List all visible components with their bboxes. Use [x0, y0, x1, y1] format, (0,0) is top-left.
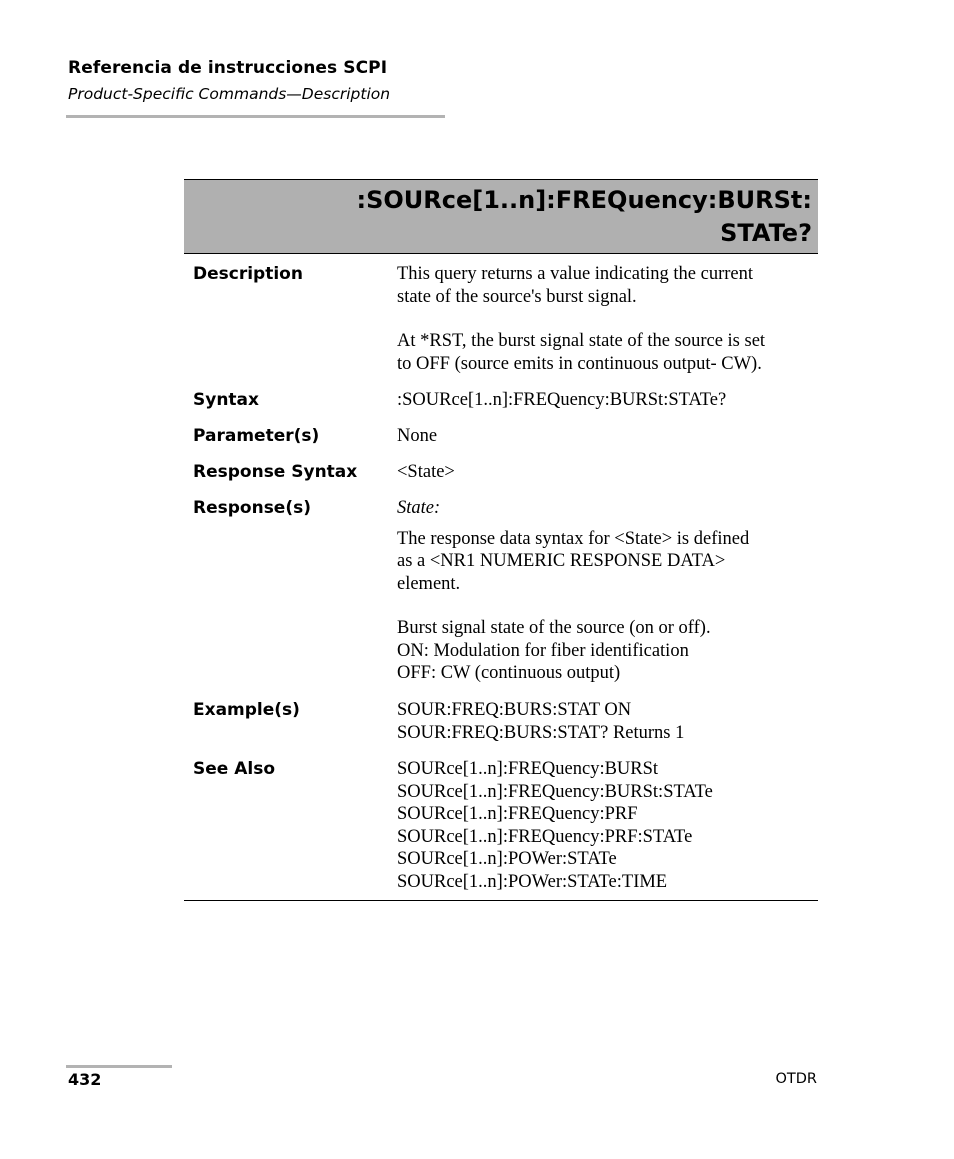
label-examples: Example(s): [193, 700, 300, 720]
description-line: At *RST, the burst signal state of the source is set: [397, 331, 766, 351]
label-parameters: Parameter(s): [193, 426, 320, 446]
running-header-subtitle: Product-Specific Commands—Description: [68, 85, 391, 103]
description-line: state of the source's burst signal.: [397, 286, 637, 307]
response-line: ON: Modulation for fiber identification: [397, 640, 689, 661]
table-bottom-rule: [184, 900, 818, 901]
example-line: SOUR:FREQ:BURS:STAT? Returns 1: [397, 722, 685, 743]
page-number: 432: [68, 1070, 102, 1089]
value-response-syntax: <State>: [397, 462, 455, 482]
see-also-item: SOURce[1..n]:FREQuency:BURSt: [397, 759, 659, 779]
see-also-item: SOURce[1..n]:POWer:STATe:TIME: [397, 871, 668, 892]
label-see-also: See Also: [193, 759, 276, 779]
command-title-line2: STATe?: [720, 219, 812, 247]
running-header: [68, 58, 390, 103]
example-line: SOUR:FREQ:BURS:STAT ON: [397, 700, 632, 720]
header-rule: [66, 115, 445, 118]
see-also-item: SOURce[1..n]:FREQuency:BURSt:STATe: [397, 781, 713, 802]
description-line: to OFF (source emits in continuous output- CW).: [397, 353, 762, 374]
response-line: as a <NR1 NUMERIC RESPONSE DATA>: [397, 551, 726, 571]
description-line: This query returns a value indicating the current: [397, 264, 753, 284]
running-header-title: Referencia de instrucciones SCPI: [68, 58, 388, 78]
value-see-also: [397, 758, 818, 893]
see-also-item: SOURce[1..n]:FREQuency:PRF: [397, 804, 638, 824]
footer-rule: [66, 1065, 172, 1068]
response-line: The response data syntax for <State> is defined: [397, 528, 750, 549]
value-examples: [397, 699, 818, 744]
see-also-item: SOURce[1..n]:POWer:STATe: [397, 849, 617, 869]
value-responses: [397, 497, 818, 685]
command-title-bar: [184, 179, 818, 254]
command-title-line1: :SOURce[1..n]:FREQuency:BURSt:: [356, 186, 812, 214]
see-also-item: SOURce[1..n]:FREQuency:PRF:STATe: [397, 826, 693, 847]
response-line: Burst signal state of the source (on or off).: [397, 618, 711, 638]
value-description: [397, 263, 818, 375]
response-line: element.: [397, 573, 461, 594]
label-response-syntax: Response Syntax: [193, 462, 358, 482]
command-table: [184, 179, 818, 892]
response-line: OFF: CW (continuous output): [397, 663, 621, 683]
response-name: State:: [397, 498, 441, 518]
label-description: Description: [193, 264, 303, 284]
label-responses: Response(s): [193, 498, 311, 518]
label-syntax: Syntax: [193, 390, 259, 410]
value-syntax: :SOURce[1..n]:FREQuency:BURSt:STATe?: [397, 390, 727, 410]
product-name: OTDR: [775, 1071, 817, 1087]
value-parameters: None: [397, 426, 438, 446]
